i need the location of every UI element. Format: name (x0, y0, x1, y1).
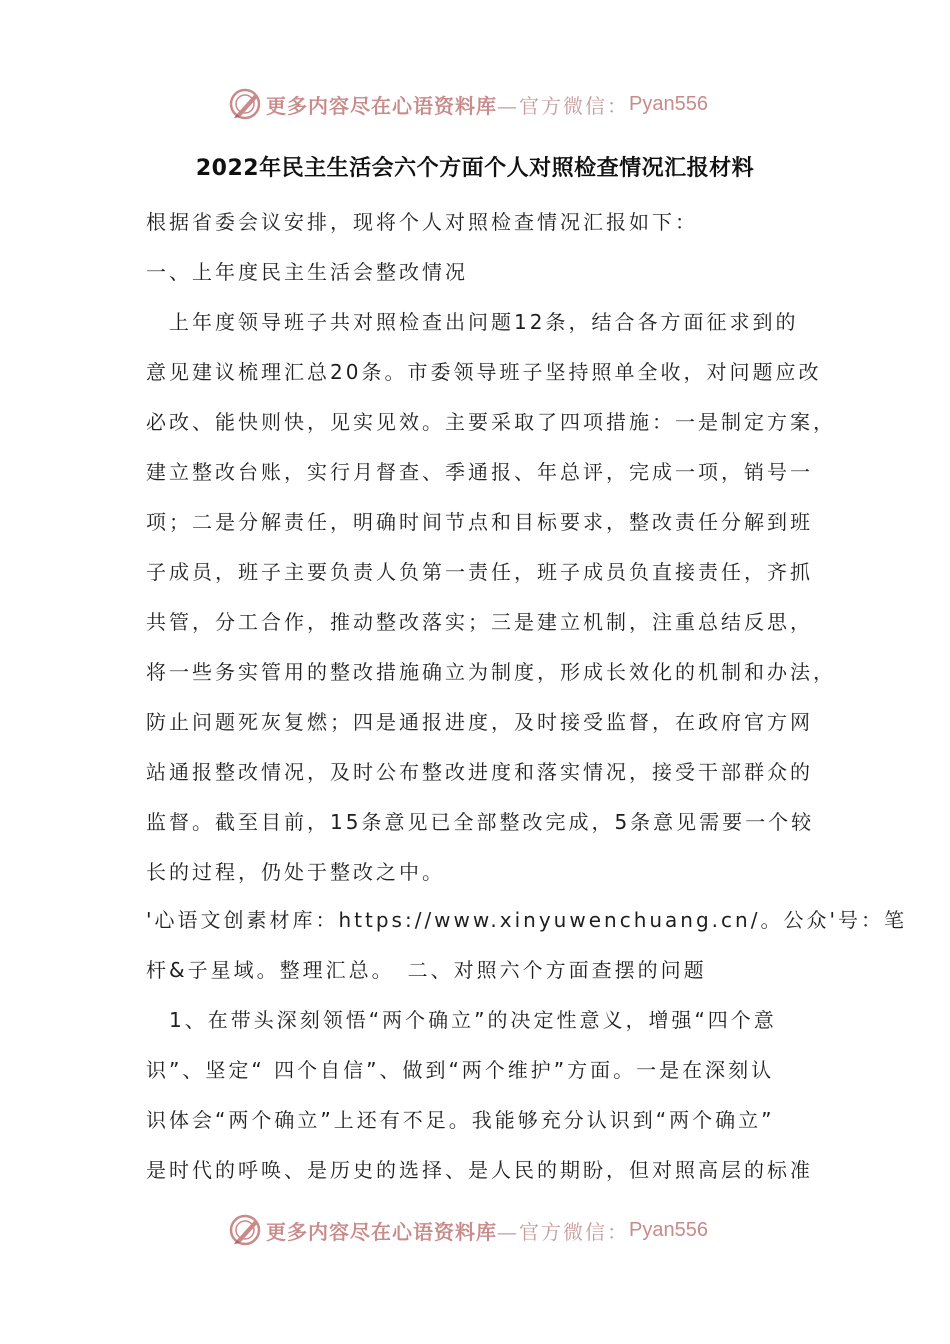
footer-banner (228, 1210, 708, 1250)
body-line: 项；二是分解责任，明确时间节点和目标要求，整改责任分解到班 (146, 510, 813, 534)
body-line: 子成员，班子主要负责人负第一责任，班子成员负直接责任，齐抓 (146, 560, 813, 584)
body-line: 是时代的呼唤、是历史的选择、是人民的期盼，但对照高层的标准 (146, 1158, 813, 1182)
pen-seal-icon (228, 87, 262, 121)
body-line: 建立整改台账，实行月督查、季通报、年总评，完成一项，销号一 (146, 460, 813, 484)
body-line: 将一些务实管用的整改措施确立为制度，形成长效化的机制和办法， (146, 660, 836, 684)
body-line: 识”、坚定“ 四个自信”、做到“两个维护”方面。一是在深刻认 (146, 1058, 775, 1082)
body-line: 监督。截至目前，15条意见已全部整改完成，5条意见需要一个较 (146, 810, 815, 834)
body-line: 站通报整改情况，及时公布整改进度和落实情况，接受干部群众的 (146, 760, 813, 784)
body-line: 识体会“两个确立”上还有不足。我能够充分认识到“两个确立” (146, 1108, 775, 1132)
body-line: 根据省委会议安排，现将个人对照检查情况汇报如下： (146, 210, 698, 234)
banner-sub-text: —官方微信： (497, 93, 629, 118)
pen-seal-icon (228, 1213, 262, 1247)
banner-wechat-id: Pyan556 (629, 1218, 708, 1241)
body-line: 1、在带头深刻领悟“两个确立”的决定性意义，增强“四个意 (146, 1008, 777, 1032)
banner-main-text: 更多内容尽在心语资料库 (266, 1219, 497, 1244)
document-title: 2022年民主生活会六个方面个人对照检查情况汇报材料 (195, 156, 755, 181)
body-line: 意见建议梳理汇总20条。市委领导班子坚持照单全收，对问题应改 (146, 360, 822, 384)
body-line: 防止问题死灰复燃；四是通报进度，及时接受监督，在政府官方网 (146, 710, 813, 734)
banner-main-text: 更多内容尽在心语资料库 (266, 93, 497, 118)
watermark-line: '心语文创素材库：https://www.xinyuwenchuang.cn/。公众'号：笔 (146, 908, 907, 932)
banner-sub-text: —官方微信： (497, 1219, 629, 1244)
body-line: 必改、能快则快，见实见效。主要采取了四项措施：一是制定方案， (146, 410, 836, 434)
section-heading: 一、上年度民主生活会整改情况 (146, 260, 468, 284)
banner-wechat-id: Pyan556 (629, 92, 708, 115)
body-line: 长的过程，仍处于整改之中。 (146, 860, 445, 884)
body-line: 共管，分工合作，推动整改落实；三是建立机制，注重总结反思， (146, 610, 813, 634)
section-heading: 杆&子星域。整理汇总。 二、对照六个方面查摆的问题 (146, 958, 707, 982)
header-banner (228, 84, 708, 124)
body-line: 上年度领导班子共对照检查出问题12条，结合各方面征求到的 (146, 310, 799, 334)
